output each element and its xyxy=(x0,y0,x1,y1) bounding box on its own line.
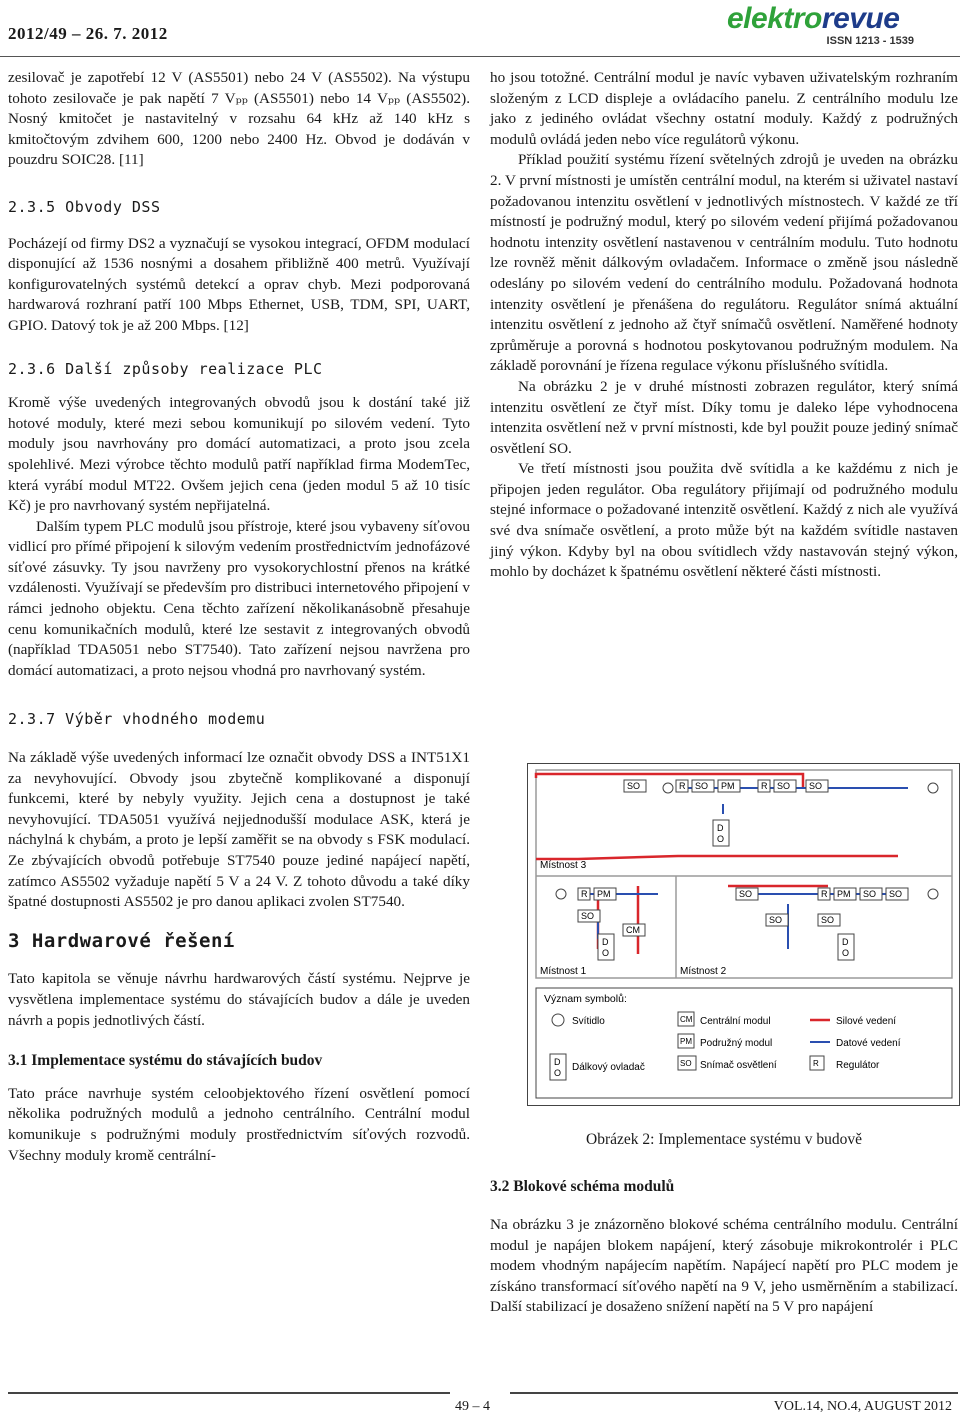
r-label: R xyxy=(581,889,588,899)
r-label: R xyxy=(679,781,686,791)
section-heading-2-3-6: 2.3.6 Další způsoby realizace PLC xyxy=(8,359,323,378)
so-label: SO xyxy=(739,889,753,899)
power-lines xyxy=(536,774,898,954)
d-label: D xyxy=(842,937,849,947)
chapter-heading-3: 3 Hardwarové řešení xyxy=(8,929,235,952)
d-label: D xyxy=(602,937,609,947)
so-label: SO xyxy=(889,889,903,899)
so-label: SO xyxy=(863,889,877,899)
footer-rule-left xyxy=(8,1392,450,1394)
section-heading-3-2: 3.2 Blokové schéma modulů xyxy=(490,1178,675,1195)
legend-cm: Centrální modul xyxy=(700,1016,771,1027)
legend-remote: Dálkový ovladač xyxy=(572,1062,645,1073)
so-label: SO xyxy=(680,1059,692,1068)
paragraph: Kromě výše uvedených integrovaných obvodů jsou k dostání také již hotové moduly, které mezi sebou komunikují po silovém vedení. Tyto moduly jsou navrhovány pro domácí automatizaci, a proto jsou zcela spolehlivé. Mezi výrobce těchto modulů patří například firma ModemTec, která vyrábí modul MT22. Ovšem jejich cena (jeden modul 5 až 10 tisíc Kč) je pro navrhovaný systém nepřijatelná. xyxy=(8,394,470,515)
o-label: O xyxy=(602,948,610,958)
so-label: SO xyxy=(581,911,595,921)
right-column xyxy=(490,68,958,583)
room1-blocks xyxy=(578,888,645,960)
cm-label: CM xyxy=(626,925,640,935)
d-label: D xyxy=(554,1057,561,1067)
so-label: SO xyxy=(627,781,641,791)
paragraph: Dalším typem PLC modulů jsou přístroje, které jsou vybaveny síťovou vidlicí pro přímé připojení k silovým vedením prostřednictvím jednofázové síťové zásuvky. Ty jsou navrženy pro vysokorychlostní přenos na krátké vzdálenosti. Využívají se především pro distribuci internetového připojení v rámci jednoho objektu. Cena těchto zařízení několikanásobně přesahuje cenu komunikačních modulů, které lze sestavit z integrovaných obvodů (například TDA5051 nebo ST7540). Tato zařízení nejsou navržena pro domácí automatizaci, a proto nejsou vhodná pro navrhovaný systém. xyxy=(8,517,470,679)
pm-label: PM xyxy=(597,889,611,899)
figure-caption: Obrázek 2: Implementace systému v budově xyxy=(586,1131,862,1148)
lamp-icon xyxy=(552,1014,564,1026)
so-label: SO xyxy=(821,915,835,925)
legend-so: Snímač osvětlení xyxy=(700,1060,777,1071)
paragraph: Na obrázku 3 je znázorněno blokové schéma centrálního modulu. Centrální modul je napájen blokem napájení, který zásobuje mikrokontrolér i PLC modem vhodným napájecím napětím. Napájecí napětí pro PLC modem je získáno transformací síťového napětí na 9 V, jeho usměrněním a stabilizací. Další stabilizací je dosaženo snížení napětí na 5 V pro napájení xyxy=(490,1216,958,1316)
legend-power: Silové vedení xyxy=(836,1016,897,1027)
so-label: SO xyxy=(777,781,791,791)
room-2-label: Místnost 2 xyxy=(680,966,727,977)
o-label: O xyxy=(842,948,850,958)
paragraph: zesilovač je zapotřebí 12 V (AS5501) nebo 24 V (AS5502). Na výstupu tohoto zesilovače je pak napětí 7 Vₚₚ (AS5501) nebo 14 Vₚₚ (AS5502). Nosný kmitočet je nastavitelný v rozsahu 64 kHz až 140 kHz s kmitočtovým zdvihem 600, 1200 nebo 2400 Hz. Obvod je dodáván v pouzdru SOIC28. [11] xyxy=(8,69,470,169)
section-heading-2-3-7: 2.3.7 Výběr vhodného modemu xyxy=(8,710,266,729)
paragraph: Příklad použití systému řízení světelných zdrojů je uveden na obrázku 2. V první místnosti je umístěn centrální modul, na kterém si uživatel nastaví požadovanou intenzitu osvětlení v jednotlivých místnostech. V každé ze tří místností je podružný modul, který po silovém vedení přijímá požadovanou hodnotu intenzity osvětlení nastavenou v centrálním modulu. Tuto hodnotu lze rovněž měnit dálkovým ovladačem. Informace o změně jsou následně odeslány po silovém vedení do centrálního modulu. Požadovaná hodnota intenzity osvětlení je přenášena do regulátoru. Regulátor snímá aktuální intenzitu osvětlení z jednoho až čtyř snímačů osvětlení. Naměřené hodnoty zprůměruje a porovná s hodnotou poskytovanou podružným modulem. Na základě porovnání je řízena regulace výkonu příslušného svítidla. xyxy=(490,151,958,375)
header-rule xyxy=(0,56,960,57)
legend-title: Význam symbolů: xyxy=(544,993,627,1005)
lamp-icons xyxy=(556,783,938,899)
paragraph: Pocházejí od firmy DS2 a vyznačují se vysokou integrací, OFDM modulací disponující až 1536 nosnými a dosahem přibližně 400 metrů. Využívají konfigurovatelných systémů detekcí a oprav chyb. Mezi podporovaná hardwarová rozhraní patří 100 Mbps Ethernet, USB, TDM, SPI, UART, GPIO. Datový tok je až 200 Mbps. [12] xyxy=(8,234,470,334)
paragraph: Tato kapitola se věnuje návrhu hardwarových částí systému. Nejprve je vysvětlena implementace systému do stávajících budov a dále je uveden návrh a popis jednotlivých částí. xyxy=(8,970,470,1029)
o-label: O xyxy=(717,834,725,844)
so-label: SO xyxy=(695,781,709,791)
paragraph: Ve třetí místnosti jsou použita dvě svítidla a ke každému z nich je připojen jeden regulátor. Oba regulátory přijímají od podružného modulu stejné informace o požadované intenzitě osvětlení. Každý z nich ale využívá své dva snímače osvětlení, a proto může být na každém svítidle nastaven jiný výkon. Kdyby byl na obou svítidlech vždy nastavován stejný výkon, mohlo by docházet k špatnému osvětlení některé části místnosti. xyxy=(490,460,958,581)
paragraph: Na základě výše uvedených informací lze označit obvody DSS a INT51X1 za nevyhovující. Obvody jsou zbytečně komplikované a disponují funkcemi, které by nebyly využity. Jejich cena a dostupnost je také nevyhovující. TDA5051 využívá nejjednodušší modulace ASK, která je náchylná k chybám, a proto je lepší zaměřit se na obvody s FSK modulací. Ze zbývajících obvodů potřebuje ST7540 pouze jediné napájecí napětí, zatímco AS5502 vyžaduje napětí 5 V a 24 V. Z tohoto důvodu a také díky špatné dostupnosti AS5502 je pro danou aplikaci zvolen ST7540. xyxy=(8,749,470,911)
pm-label: PM xyxy=(680,1037,692,1046)
elektrorevue-logo xyxy=(727,4,952,46)
r-label: R xyxy=(813,1059,819,1068)
paragraph: Na obrázku 2 je v druhé místnosti zobrazen regulátor, který snímá intenzitu osvětlení ze čtyř míst. Díky tomu je daleko lépe vyhodnocena intenzita osvětlení než v první místnosti, kde byl použit pouze jediný snímač osvětlení SO. xyxy=(490,377,958,457)
figure-building-implementation xyxy=(527,763,960,1106)
so-label: SO xyxy=(769,915,783,925)
legend-data: Datové vedení xyxy=(836,1038,901,1049)
issue-date: 2012/49 – 26. 7. 2012 xyxy=(8,24,168,43)
legend-light: Svítidlo xyxy=(572,1016,605,1027)
o-label: O xyxy=(554,1068,562,1078)
logo-text-left: elektro xyxy=(727,2,822,35)
room-3-label: Místnost 3 xyxy=(540,860,587,871)
section-heading-2-3-5: 2.3.5 Obvody DSS xyxy=(8,197,161,216)
journal-volume: VOL.14, NO.4, AUGUST 2012 xyxy=(773,1399,952,1414)
building-diagram xyxy=(528,764,959,1105)
paragraph: Tato práce navrhuje systém celoobjektového řízení osvětlení pomocí několika podružných modulů a jednoho centrálního. Centrální modul komunikuje s podružnými moduly prostřednictvím síťových rozvodů. Všechny moduly kromě centrální- xyxy=(8,1084,470,1164)
pm-label: PM xyxy=(721,781,735,791)
pm-label: PM xyxy=(837,889,851,899)
room-1-label: Místnost 1 xyxy=(540,966,587,977)
paragraph: ho jsou totožné. Centrální modul je navíc vybaven uživatelským rozhraním složeným z LCD displeje a ovládacího panelu. Z centrálního modulu lze jako z jediného ovládat všechny ostatní moduly. Každý z podružných modulů ovládá jeden nebo více regulátorů výkonu. xyxy=(490,69,958,148)
r-label: R xyxy=(821,889,828,899)
cm-label: CM xyxy=(680,1015,693,1024)
legend-pm: Podružný modul xyxy=(700,1038,773,1049)
section-heading-3-1: 3.1 Implementace systému do stávajících budov xyxy=(8,1052,323,1070)
left-column xyxy=(8,68,470,1166)
r-label: R xyxy=(761,781,768,791)
legend-r: Regulátor xyxy=(836,1060,880,1071)
d-label: D xyxy=(717,823,724,833)
issn: ISSN 1213 - 1539 xyxy=(826,35,914,47)
so-label: SO xyxy=(809,781,823,791)
footer-rule-right xyxy=(510,1392,958,1394)
page-number: 49 – 4 xyxy=(455,1399,490,1414)
logo-text-right: revue xyxy=(821,2,900,35)
